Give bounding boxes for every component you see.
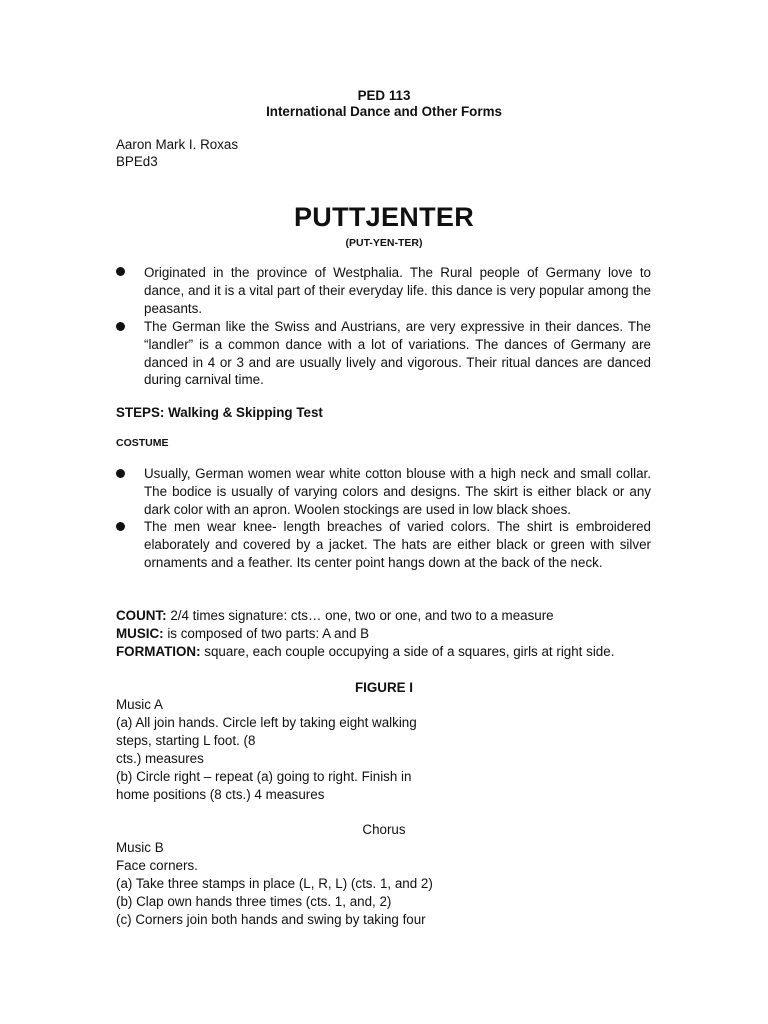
- count-label: COUNT:: [116, 608, 167, 623]
- bullet-icon: [116, 267, 125, 276]
- chorus-line: Face corners.: [116, 858, 198, 873]
- program-name: BPEd3: [116, 154, 158, 169]
- count-line: [116, 607, 554, 625]
- figure-line: cts.) measures: [116, 751, 204, 766]
- music-value: is composed of two parts: A and B: [163, 626, 370, 641]
- dance-pronunciation: (PUT-YEN-TER): [345, 237, 423, 249]
- figure-line: (b) Circle right – repeat (a) going to right. Finish in: [116, 769, 412, 784]
- music-line: [116, 625, 369, 643]
- figure-heading: FIGURE I: [354, 680, 414, 695]
- chorus-line: (b) Clap own hands three times (cts. 1, and, 2): [116, 894, 392, 909]
- bullet-icon: [116, 469, 125, 478]
- course-title: International Dance and Other Forms: [266, 104, 502, 119]
- costume-paragraph: Usually, German women wear white cotton blouse with a high neck and small collar. The bodice is usually of varying colors and designs. The skirt is either black or any dark color with an apron. Woolen stockings are used in low black shoes.: [144, 466, 651, 517]
- steps-value: Walking & Skipping Test: [168, 405, 323, 420]
- figure-line: steps, starting L foot. (8: [116, 733, 256, 748]
- intro-paragraph: The German like the Swiss and Austrians, are very expressive in their dances. The “landler” is a common dance with a lot of variations. The dances of Germany are danced in 4 or 3 and are usually lively and vigorous. Their ritual dances are danced during carnival time.: [144, 319, 651, 388]
- count-value: 2/4 times signature: cts… one, two or one, and two to a measure: [166, 608, 554, 623]
- formation-line: [116, 643, 614, 661]
- chorus-line: Music B: [116, 840, 164, 855]
- chorus-line: (c) Corners join both hands and swing by taking four: [116, 912, 426, 927]
- steps-line: [116, 404, 323, 422]
- chorus-line: (a) Take three stamps in place (L, R, L) (cts. 1, and 2): [116, 876, 433, 891]
- steps-label: STEPS:: [116, 405, 165, 420]
- bullet-icon: [116, 322, 125, 331]
- bullet-icon: [116, 522, 125, 531]
- dance-title: PUTTJENTER: [293, 202, 475, 232]
- costume-heading: COSTUME: [116, 437, 169, 449]
- music-label: MUSIC:: [116, 626, 164, 641]
- figure-line: Music A: [116, 697, 163, 712]
- author-name: Aaron Mark I. Roxas: [116, 137, 239, 152]
- intro-paragraph: Originated in the province of Westphalia. The Rural people of Germany love to dance, and it is a vital part of their everyday life. this dance is very popular among the peasants.: [144, 265, 651, 316]
- formation-value: square, each couple occupying a side of a squares, girls at right side.: [200, 644, 615, 659]
- course-code: PED 113: [357, 88, 411, 103]
- costume-paragraph: The men wear knee- length breaches of varied colors. The shirt is embroidered elaborately and covered by a jacket. The hats are either black or green with silver ornaments and a feather. Its center point hangs down at the back of the neck.: [144, 519, 651, 570]
- chorus-heading: Chorus: [362, 822, 406, 837]
- formation-label: FORMATION:: [116, 644, 201, 659]
- figure-line: home positions (8 cts.) 4 measures: [116, 787, 325, 802]
- figure-line: (a) All join hands. Circle left by taking eight walking: [116, 715, 417, 730]
